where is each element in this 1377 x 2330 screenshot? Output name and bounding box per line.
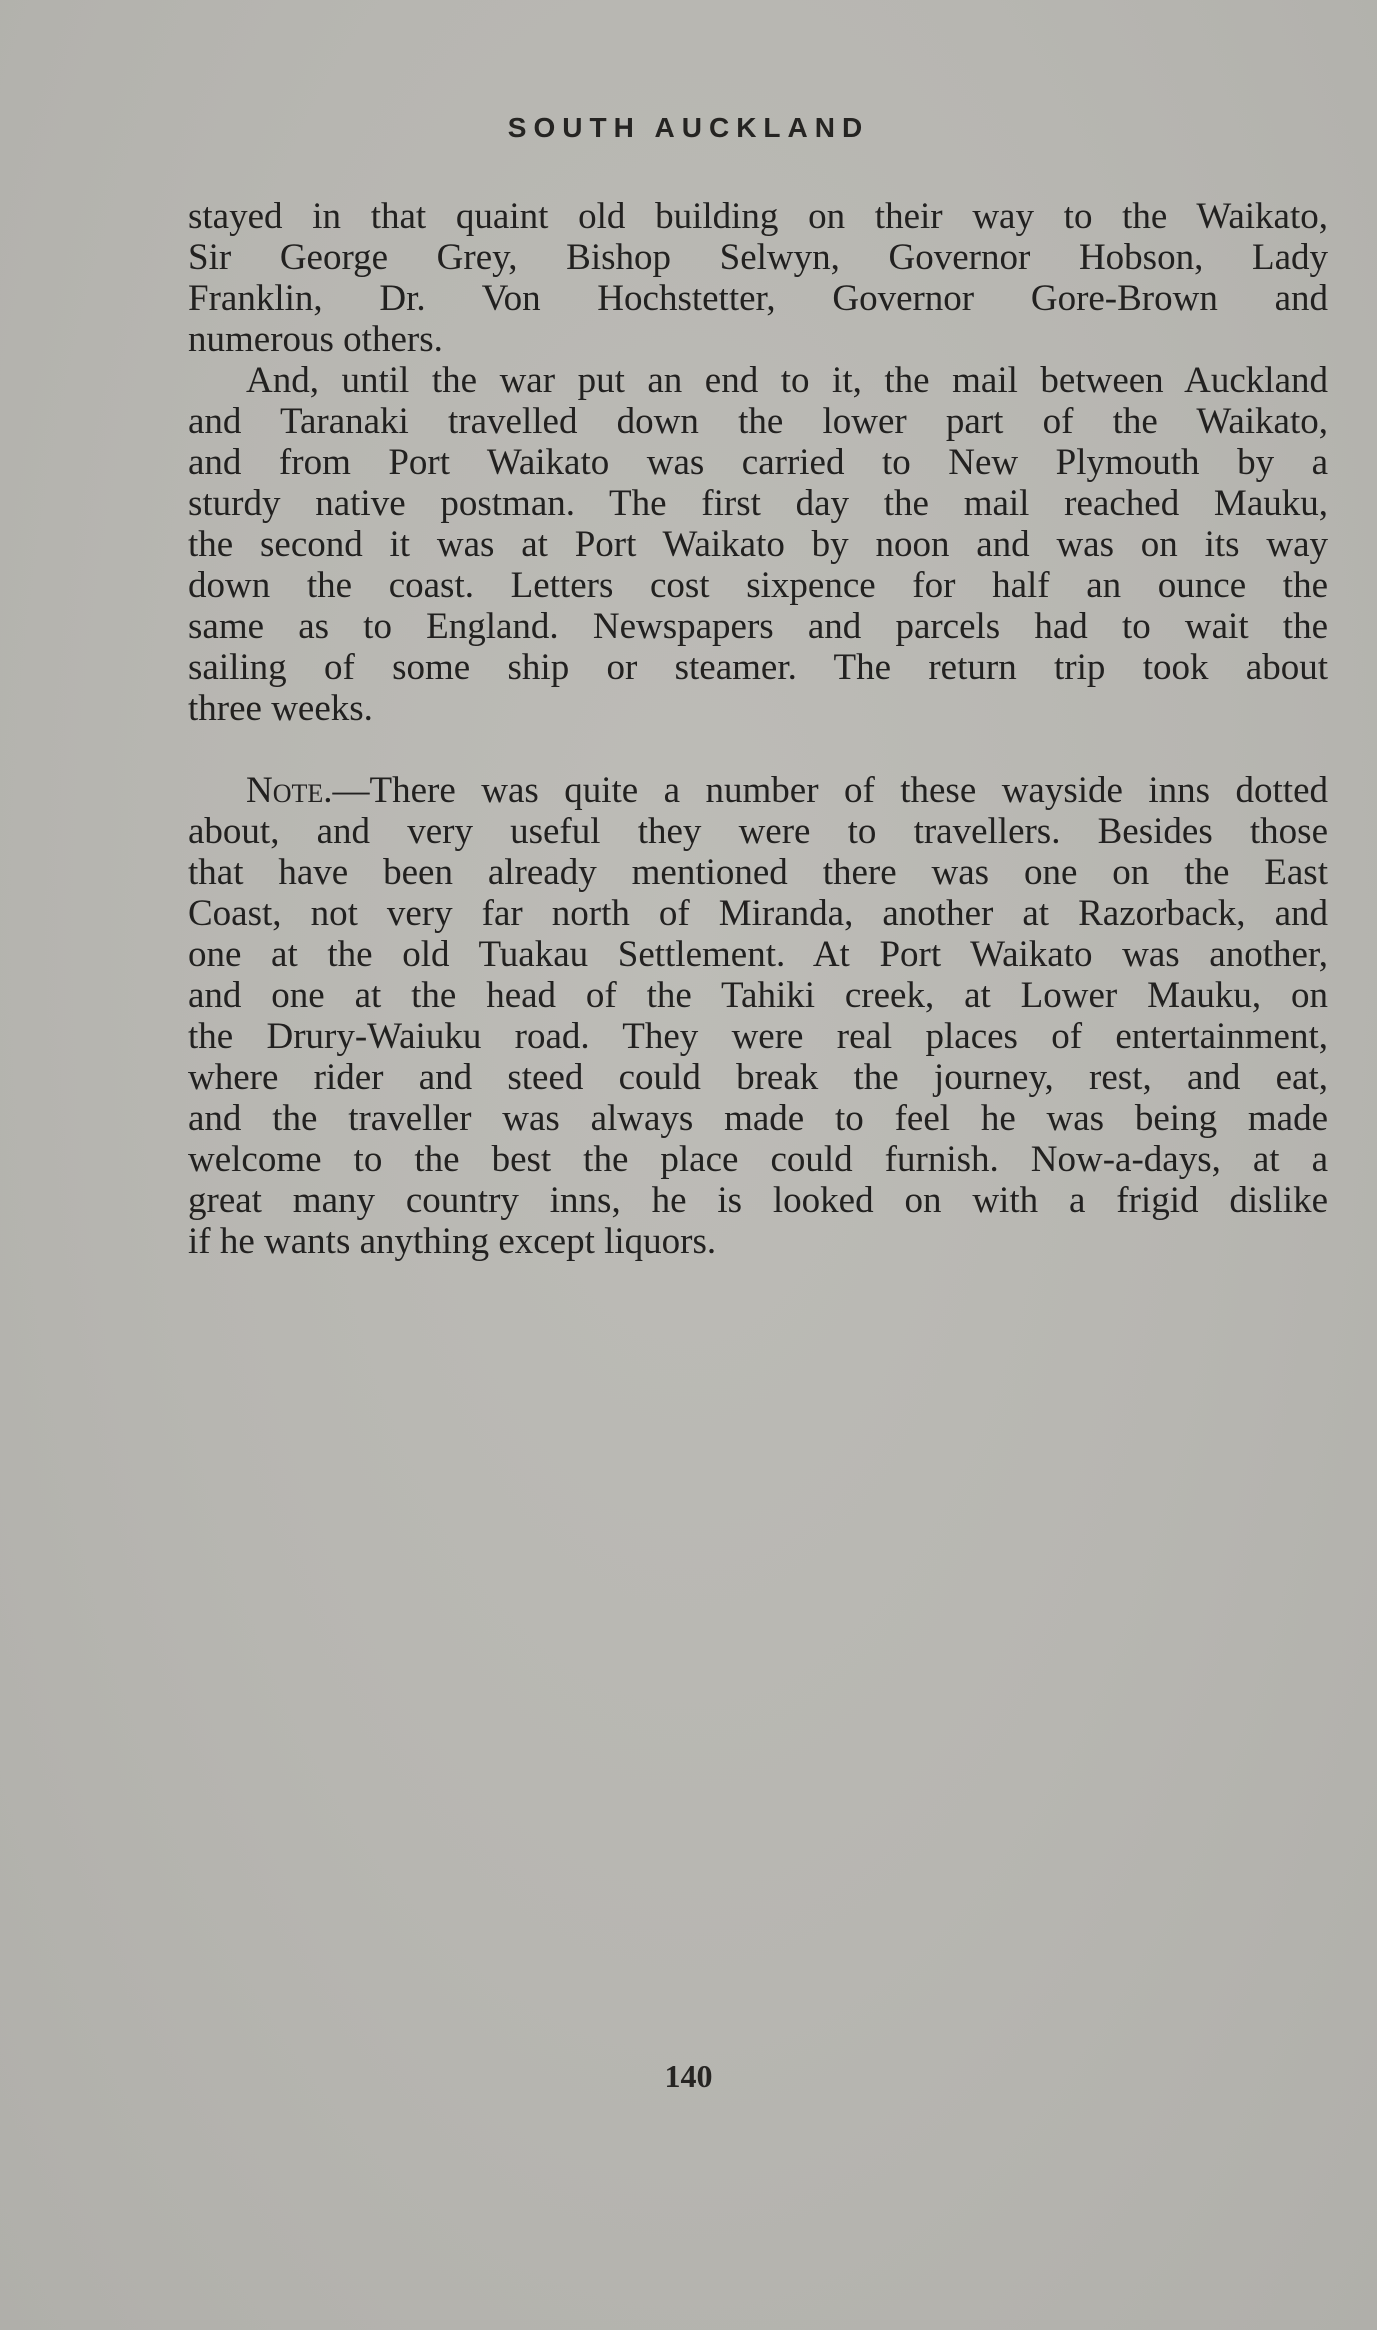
paragraph-1-line: numerous others. bbox=[188, 319, 443, 360]
paragraph-2-line: and Taranaki travelled down the lower part of the Waikato, bbox=[188, 401, 1328, 442]
paragraph-2-line: same as to England. Newspapers and parcels had to wait the bbox=[188, 606, 1328, 647]
paragraph-2-line: sturdy native postman. The first day the mail reached Mauku, bbox=[188, 483, 1328, 524]
paragraph-2-line: three weeks. bbox=[188, 688, 373, 729]
note-line: welcome to the best the place could furnish. Now-a-days, at a bbox=[188, 1139, 1328, 1180]
paragraph-2-line: and from Port Waikato was carried to New Plymouth by a bbox=[188, 442, 1328, 483]
note-line: and the traveller was always made to feel he was being made bbox=[188, 1098, 1328, 1139]
paragraph-2 bbox=[188, 360, 1328, 729]
paragraph-1-line: Sir George Grey, Bishop Selwyn, Governor Hobson, Lady bbox=[188, 237, 1328, 278]
paragraph-2-line: sailing of some ship or steamer. The return trip took about bbox=[188, 647, 1328, 688]
note-line: the Drury-Waiuku road. They were real places of entertainment, bbox=[188, 1016, 1328, 1057]
note-line bbox=[188, 770, 1328, 811]
note-line: that have been already mentioned there was one on the East bbox=[188, 852, 1328, 893]
note-line: Coast, not very far north of Miranda, another at Razorback, and bbox=[188, 893, 1328, 934]
paragraph-1-line: Franklin, Dr. Von Hochstetter, Governor Gore-Brown and bbox=[188, 278, 1328, 319]
note-line: one at the old Tuakau Settlement. At Port Waikato was another, bbox=[188, 934, 1328, 975]
paragraph-2-line: down the coast. Letters cost sixpence for half an ounce the bbox=[188, 565, 1328, 606]
running-head: SOUTH AUCKLAND bbox=[507, 112, 870, 143]
note-label: Note. bbox=[246, 770, 333, 811]
note-paragraph bbox=[188, 770, 1328, 1262]
page-number: 140 bbox=[664, 2058, 713, 2094]
note-line: great many country inns, he is looked on with a frigid dislike bbox=[188, 1180, 1328, 1221]
note-line: about, and very useful they were to travellers. Besides those bbox=[188, 811, 1328, 852]
note-line: and one at the head of the Tahiki creek, at Lower Mauku, on bbox=[188, 975, 1328, 1016]
note-line: where rider and steed could break the journey, rest, and eat, bbox=[188, 1057, 1328, 1098]
paragraph-2-line: the second it was at Port Waikato by noon and was on its way bbox=[188, 524, 1328, 565]
paragraph-1-line: stayed in that quaint old building on their way to the Waikato, bbox=[188, 196, 1328, 237]
note-line-text: —There was quite a number of these wayside inns dotted bbox=[332, 770, 1328, 811]
paragraph-1 bbox=[188, 196, 1328, 360]
note-line: if he wants anything except liquors. bbox=[188, 1221, 717, 1262]
paragraph-2-line: And, until the war put an end to it, the mail between Auckland bbox=[246, 360, 1328, 401]
